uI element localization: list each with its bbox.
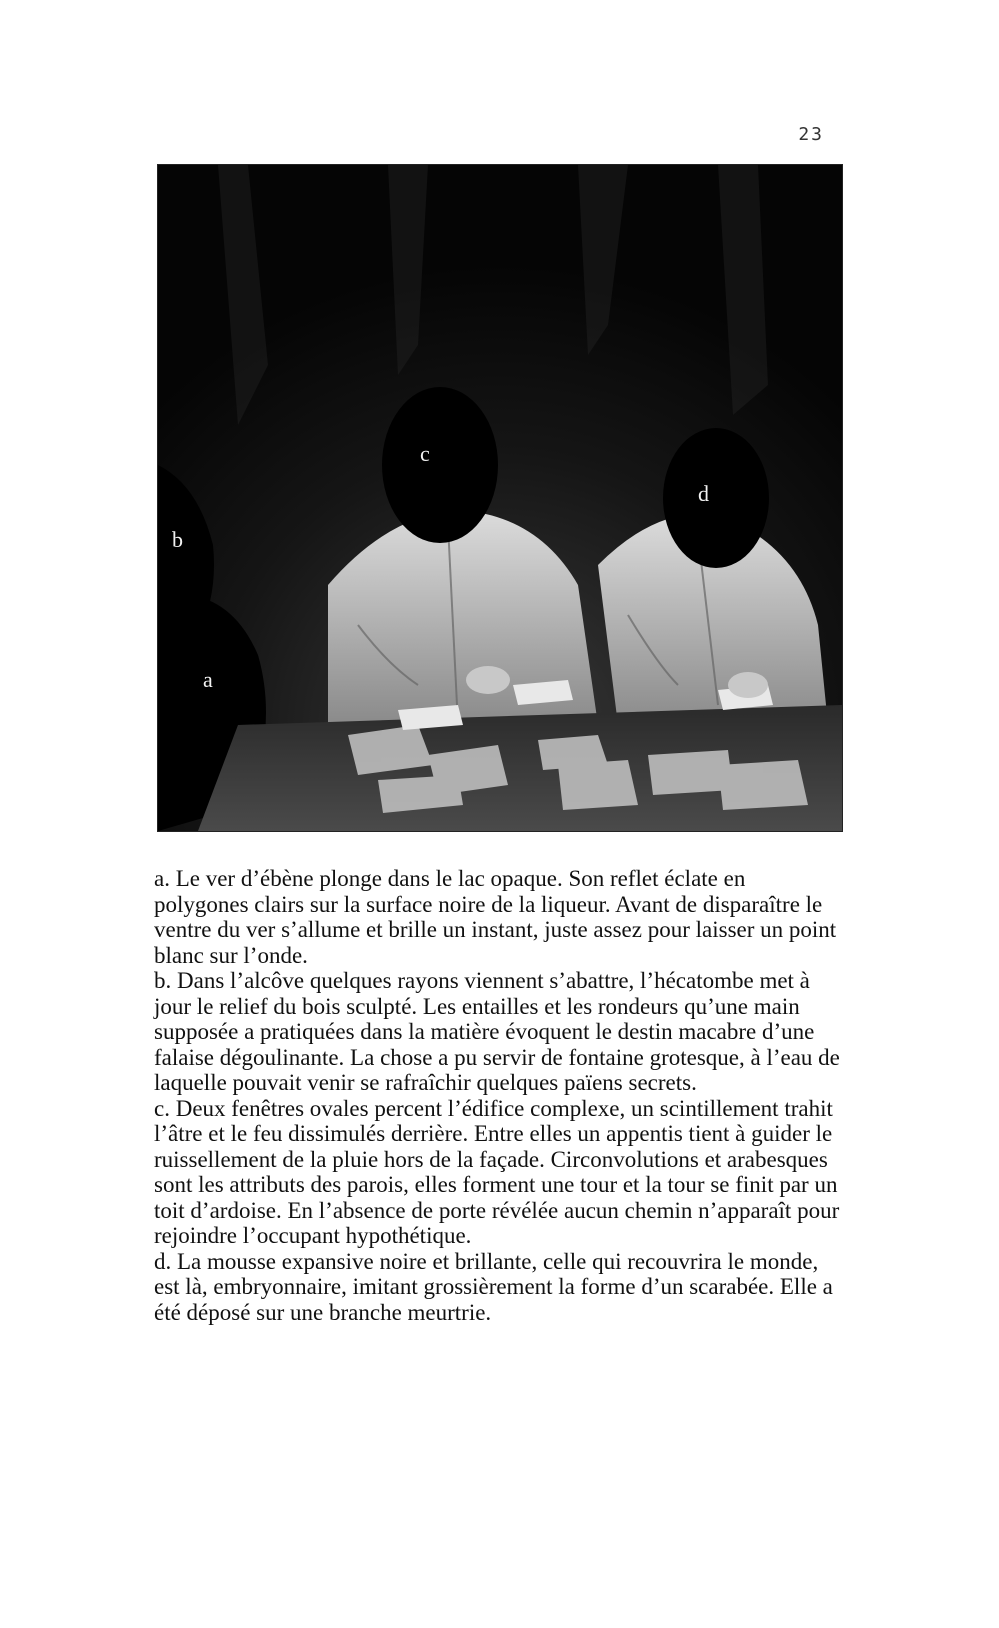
paragraph-d: d. La mousse expansive noire et brillante, celle qui recouvrira le monde, est là, embryonnaire, imitant grossièrement la forme d’un scarabée. Elle a été déposé sur une branche meurtrie. <box>154 1248 833 1325</box>
figure-c-head <box>382 387 498 543</box>
figure-label-d: d <box>698 481 709 506</box>
page-number: 23 <box>798 124 824 145</box>
paragraph-b: b. Dans l’alcôve quelques rayons viennent s’abattre, l’hécatombe met à jour le relief du bois sculpté. Les entailles et les rondeurs qu’une main supposée a pratiquées dans la matière évoquent le destin macabre d’une falaise dégoulinante. La chose a pu servir de fontaine grotesque, à l’eau de laquelle pouvait venir se rafraîchir quelques païens secrets. <box>154 968 840 1095</box>
figure-d-head <box>663 428 769 568</box>
ink-illustration <box>157 164 843 832</box>
paragraph-a: a. Le ver d’ébène plonge dans le lac opaque. Son reflet éclate en polygones clairs sur la surface noire de la liqueur. Avant de disparaître le ventre du ver s’allume et brille un instant, juste assez pour laisser un point blanc sur l’onde. <box>154 866 837 968</box>
paragraph-c: c. Deux fenêtres ovales percent l’édifice complexe, un scintillement trahit l’âtre et le feu dissimulés derrière. Entre elles un appentis tient à guider le ruissellement de la pluie hors de la façade. Circonvolutions et arabesques sont les attributs des parois, elles forment une tour et la tour se finit par un toit d’ardoise. En l’absence de porte révélée aucun chemin n’apparaît pour rejoindre l’occupant hypothétique. <box>154 1095 840 1248</box>
figure-label-b: b <box>172 527 183 552</box>
caption-text <box>154 866 844 1325</box>
illustration-drawing <box>158 165 842 831</box>
figure-label-a: a <box>203 667 213 692</box>
figure-label-c: c <box>420 441 430 466</box>
